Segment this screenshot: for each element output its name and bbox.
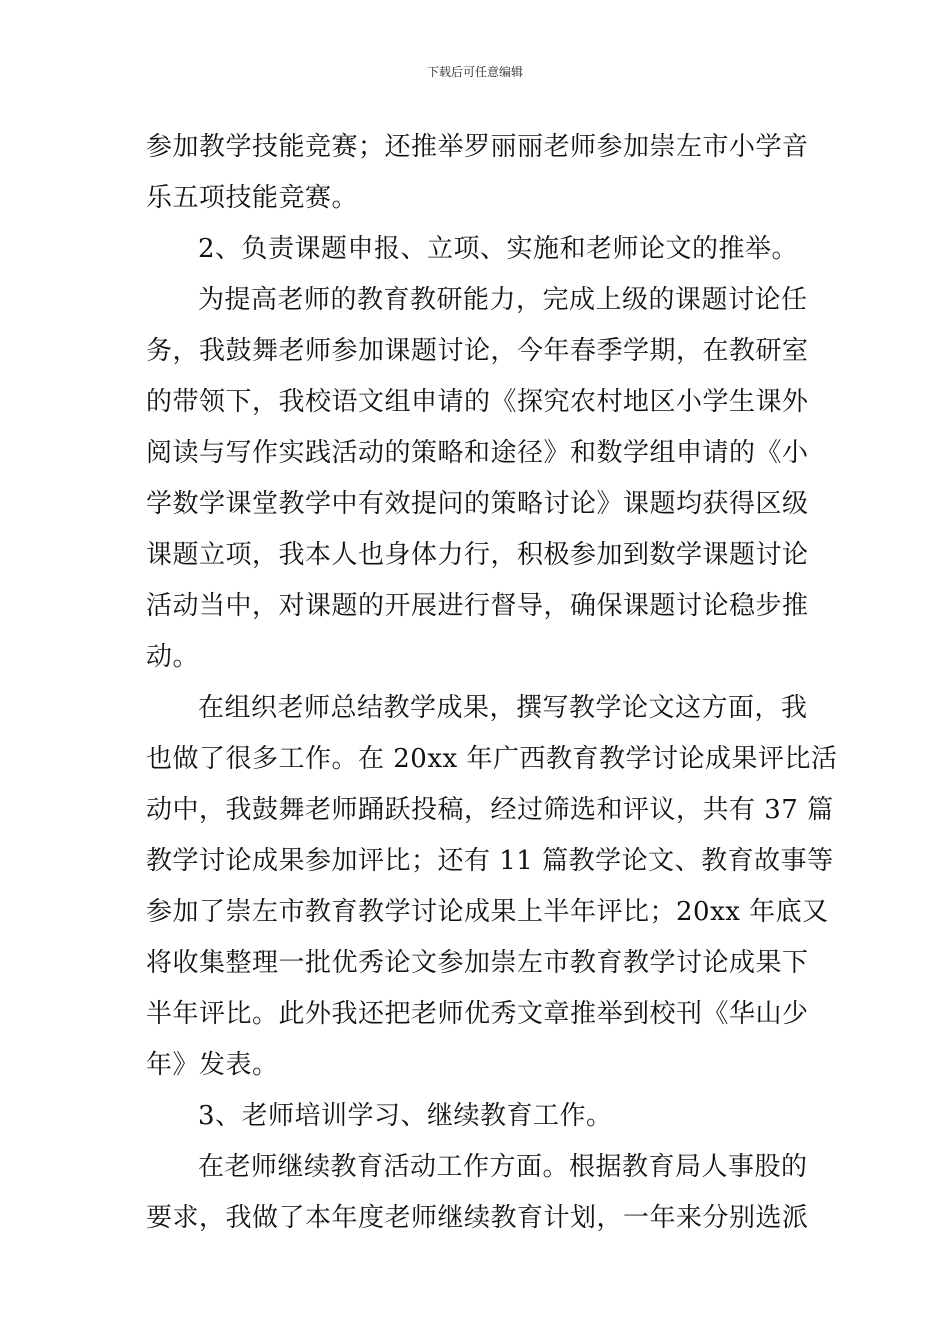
text-line: 参加教学技能竞赛；还推举罗丽丽老师参加崇左市小学音 xyxy=(146,132,809,162)
text-line: 阅读与写作实践活动的策略和途径》和数学组申请的《小 xyxy=(146,438,809,468)
text-line: 动中，我鼓舞老师踊跃投稿，经过筛选和评议，共有 37 篇 xyxy=(146,795,834,825)
text-line: 教学讨论成果参加评比；还有 11 篇教学论文、教育故事等 xyxy=(146,846,834,876)
text-line: 年》发表。 xyxy=(146,1050,279,1080)
text-line: 要求，我做了本年度老师继续教育计划，一年来分别选派 xyxy=(146,1203,809,1233)
text-line: 半年评比。此外我还把老师优秀文章推举到校刊《华山少 xyxy=(146,999,809,1029)
section-heading: 3、老师培训学习、继续教育工作。 xyxy=(198,1101,613,1131)
text-line: 活动当中，对课题的开展进行督导，确保课题讨论稳步推 xyxy=(146,591,809,621)
section-heading: 2、负责课题申报、立项、实施和老师论文的推举。 xyxy=(198,234,799,264)
text-line: 将收集整理一批优秀论文参加崇左市教育教学讨论成果下 xyxy=(146,948,809,978)
paragraph-start: 在组织老师总结教学成果，撰写教学论文这方面，我 xyxy=(198,693,808,723)
text-line: 乐五项技能竞赛。 xyxy=(146,183,359,213)
page-header: 下载后可任意编辑 xyxy=(426,65,523,79)
text-line: 课题立项，我本人也身体力行，积极参加到数学课题讨论 xyxy=(146,540,809,570)
paragraph-start: 为提高老师的教育教研能力，完成上级的课题讨论任 xyxy=(198,285,808,315)
paragraph-start: 在老师继续教育活动工作方面。根据教育局人事股的 xyxy=(198,1152,808,1182)
text-line: 动。 xyxy=(146,642,200,672)
text-line: 也做了很多工作。在 20xx 年广西教育教学讨论成果评比活 xyxy=(146,744,838,774)
text-line: 参加了崇左市教育教学讨论成果上半年评比；20xx 年底又 xyxy=(146,897,829,927)
text-line: 学数学课堂教学中有效提问的策略讨论》课题均获得区级 xyxy=(146,489,809,519)
text-line: 务，我鼓舞老师参加课题讨论，今年春季学期，在教研室 xyxy=(146,336,809,366)
document-body xyxy=(146,122,838,1244)
text-line: 的带领下，我校语文组申请的《探究农村地区小学生课外 xyxy=(146,387,809,417)
